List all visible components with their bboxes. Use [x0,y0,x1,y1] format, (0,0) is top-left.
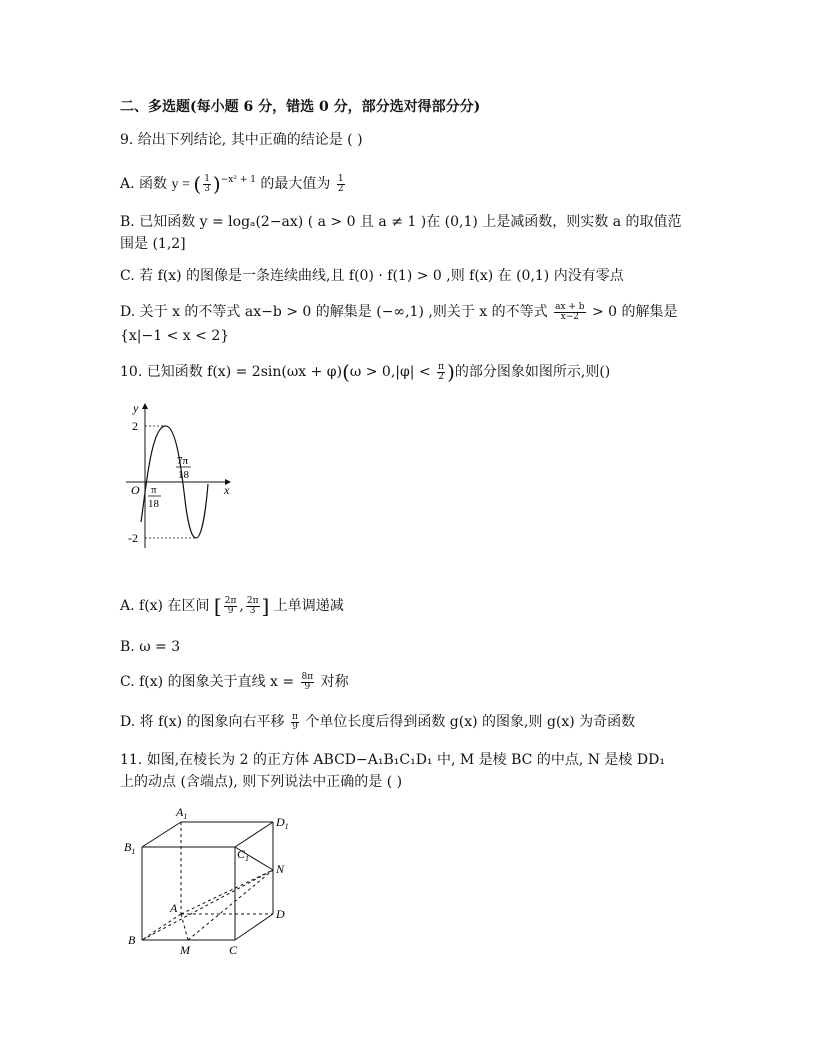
label-d1: $D_1$ [276,815,289,831]
edge-b1-a1 [142,822,181,847]
q10-cond: ω > 0,|φ| < [349,364,436,380]
q9a-lparen: ( [193,172,202,196]
q10a-post: 上单调递减 [269,598,344,614]
q10a-pre: A. f(x) 在区间 [120,598,214,614]
q10-sine-graph [118,398,248,558]
x-axis-label: x [224,483,230,497]
edge-c-d [235,914,273,940]
q10-lparen: ( [342,360,350,384]
q9d-post: > 0 的解集是 [587,304,678,320]
label-c1: $C_1$ [237,847,250,863]
label-m: M [180,943,190,957]
q10a-comma: , [239,598,244,614]
edge-c1-d1 [235,822,273,847]
y-min-label: -2 [128,531,138,545]
hidden-m-n [188,870,273,940]
label-d: D [276,907,285,921]
hidden-a-b [142,914,181,940]
q9-option-a [120,170,347,195]
q10-cond-frac: $\frac{\pi}{2}$ [438,361,445,382]
label-b1: $B_1$ [124,840,136,856]
tick-7pi18-num: 7π [177,455,189,467]
q9-stem: 9. 给出下列结论, 其中正确的结论是 ( ) [120,132,363,148]
q9-option-d-line2: {x|−1 < x < 2} [120,328,230,344]
q9a-prefix: A. 函数 [120,176,172,192]
q9a-exp: −x² + 1 [220,175,256,185]
q10c-post: 对称 [316,674,349,690]
q10c-frac: $\frac{8\pi}{9}$ [301,671,314,692]
q10-option-a [120,596,344,616]
q10a-upper: $\frac{2\pi}{3}$ [246,595,259,616]
label-a: A [170,901,178,915]
q11-cube-figure [118,800,308,965]
q10-stem [120,362,610,382]
q10a-lbracket: [ [213,594,222,618]
q10-pre: 10. 已知函数 f(x) = 2sin(ωx + φ) [120,364,343,380]
q10-post: 的部分图象如图所示,则() [454,364,611,380]
q9-option-c: C. 若 f(x) 的图像是一条连续曲线,且 f(0) · f(1) > 0 ,则 f(x) 在 (0,1) 内没有零点 [120,268,624,284]
tick-7pi18-den: 18 [178,469,189,481]
q9-option-d-line1 [120,302,678,322]
q10-option-b: B. ω = 3 [120,639,181,655]
label-b: B [128,933,136,947]
q10d-pre: D. 将 f(x) 的图象向右平移 [120,714,289,730]
q9a-base: $\frac{1}{3}$ [204,173,210,194]
origin-label: O [131,483,140,497]
y-max-label: 2 [132,419,138,433]
label-n: N [276,862,285,876]
q10-rparen: ) [447,360,455,384]
q9d-frac: $\frac{ax + b}{x-2}$ [555,301,585,322]
label-c: C [229,943,238,957]
q9a-value: $\frac{1}{2}$ [337,173,344,194]
q10a-lower: $\frac{2\pi}{9}$ [224,595,237,616]
q9a-mid: 的最大值为 [255,176,335,192]
q9-option-b-line1: B. 已知函数 y = logₐ(2−ax) ( a > 0 且 a ≠ 1 )在 (0,1) 上是减函数，则实数 a 的取值范 [120,214,682,230]
q11-stem-line2: 上的动点 (含端点), 则下列说法中正确的是 ( ) [120,774,403,790]
hidden-a-m [181,914,188,940]
q11-stem-line1: 11. 如图,在棱长为 2 的正方体 ABCD−A₁B₁C₁D₁ 中, M 是棱 BC 的中点, N 是棱 DD₁ [120,752,665,768]
q9a-rparen: ) [212,172,221,196]
q10d-frac: $\frac{\pi}{9}$ [291,711,298,732]
q10d-post: 个单位长度后得到函数 g(x) 的图象,则 g(x) 为奇函数 [300,714,636,730]
q10-option-d [120,712,635,732]
label-a1: $A_1$ [176,805,188,821]
q10-option-c [120,672,349,692]
q9a-y: y = [171,177,194,192]
tick-pi18-num: π [151,484,157,496]
tick-pi18-den: 18 [148,498,159,510]
y-axis-label: y [133,401,139,415]
q9d-pre: D. 关于 x 的不等式 ax−b > 0 的解集是 (−∞,1) ,则关于 x 的不等式 [120,304,553,320]
hidden-b-n [142,870,273,940]
q10a-rbracket: ] [261,594,270,618]
q10c-pre: C. f(x) 的图象关于直线 x = [120,674,299,690]
q9-option-b-line2: 围是 (1,2] [120,236,186,252]
section-heading: 二、多选题(每小题 6 分，错选 0 分，部分选对得部分分) [120,99,481,115]
